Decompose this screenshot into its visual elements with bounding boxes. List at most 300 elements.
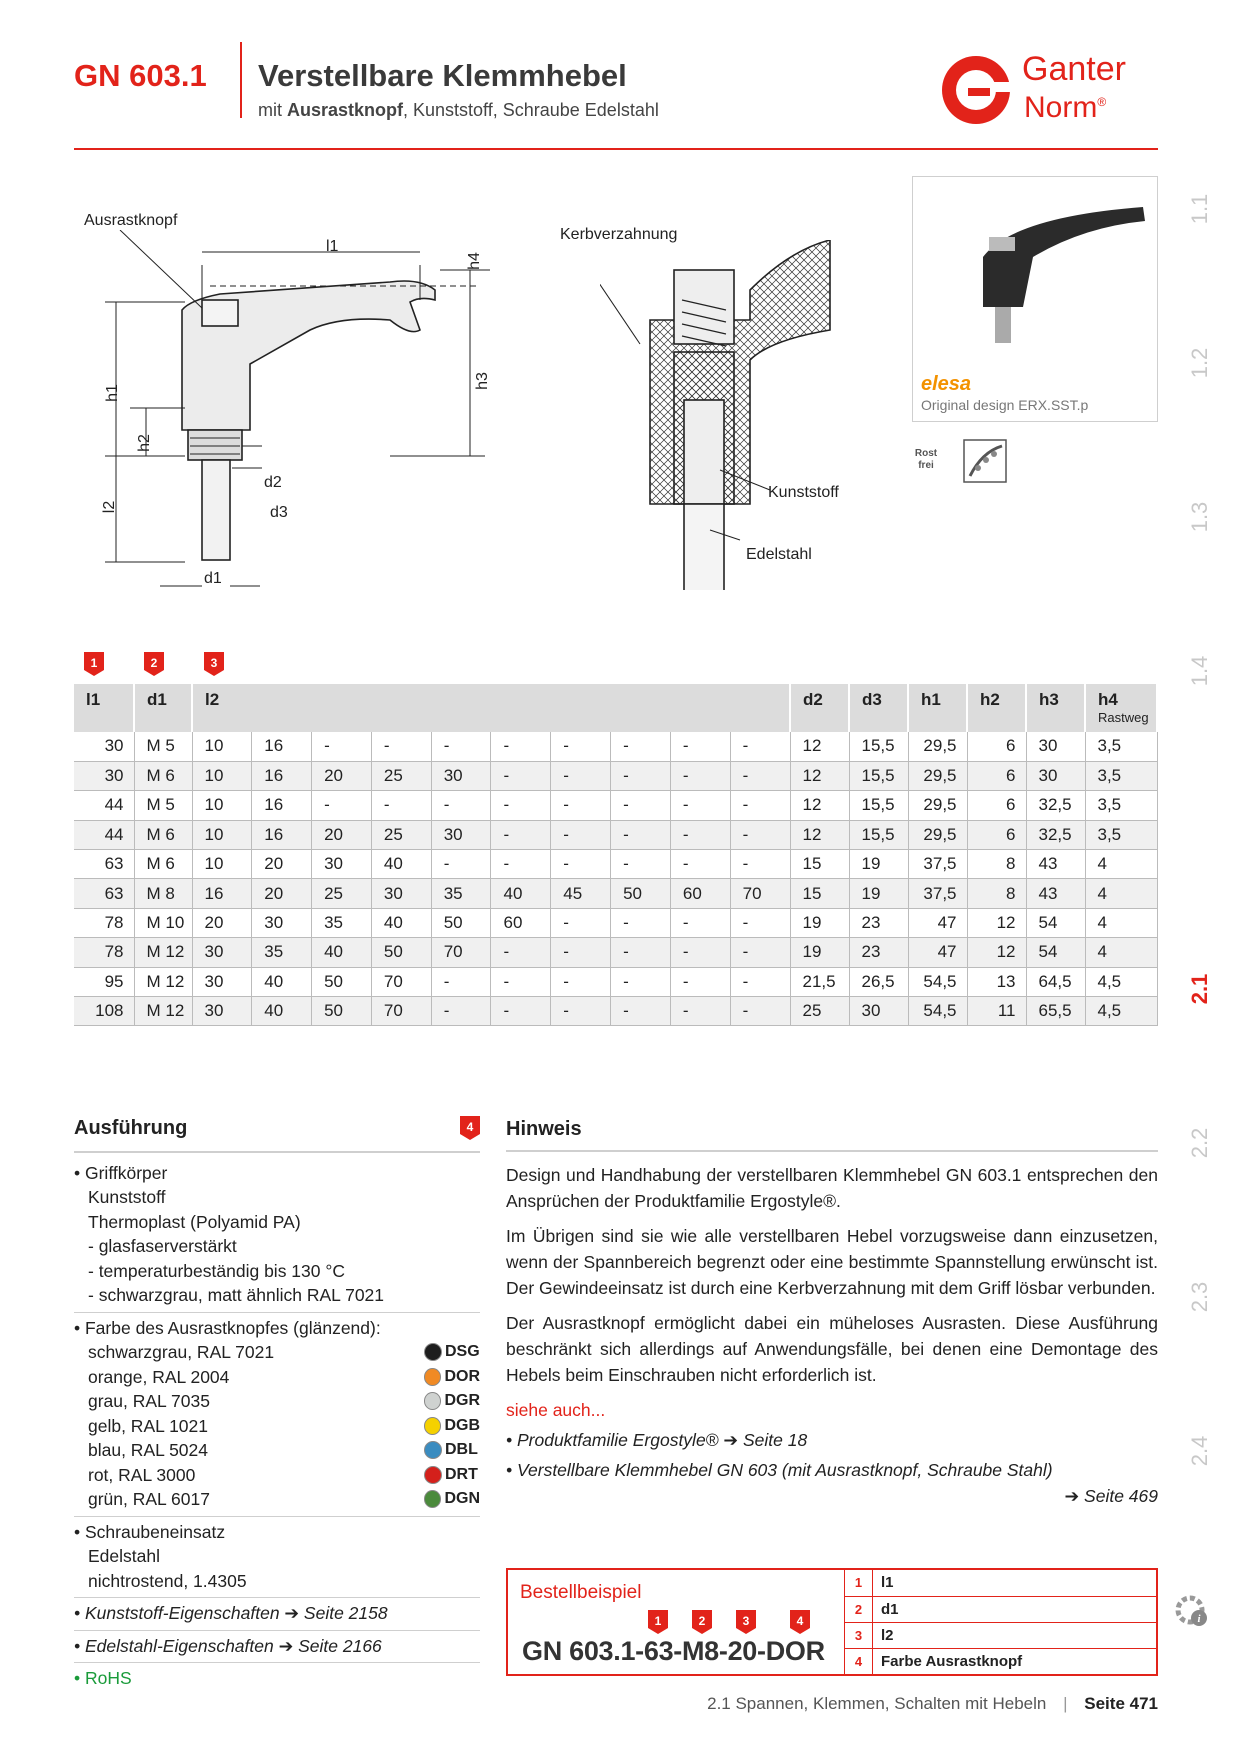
table-cell: 3,5 [1085, 791, 1157, 820]
color-option [74, 1487, 480, 1512]
table-row [74, 850, 1157, 879]
table-cell: - [491, 791, 551, 820]
table-cell: 60 [491, 908, 551, 937]
farbe-block [74, 1313, 480, 1517]
logo-line1: Ganter [1022, 50, 1126, 88]
table-cell: 40 [312, 938, 372, 967]
sidenav-1-3[interactable]: 1.3 [1187, 501, 1212, 533]
page-subtitle: mit Ausrastknopf, Kunststoff, Schraube Edelstahl [258, 100, 659, 120]
label-h3: h3 [473, 372, 491, 390]
sidenav-1-4[interactable]: 1.4 [1187, 655, 1212, 687]
table-cell: 30 [74, 732, 134, 761]
table-cell: 78 [74, 938, 134, 967]
table-cell: - [551, 967, 611, 996]
table-cell: M 12 [134, 967, 192, 996]
color-option [74, 1389, 480, 1414]
product-code: GN 603.1 [74, 58, 207, 93]
svg-text:i: i [1197, 1613, 1201, 1625]
color-swatch-icon [424, 1392, 441, 1410]
order-legend [844, 1570, 1156, 1674]
table-cell: 10 [192, 761, 252, 790]
table-cell: - [670, 967, 730, 996]
lever-side-drawing [90, 230, 510, 610]
table-cell: 19 [790, 908, 849, 937]
table-cell: - [551, 732, 611, 761]
col-h1: h1 [908, 684, 967, 732]
table-cell: 37,5 [908, 850, 967, 879]
table-cell: 45 [551, 879, 611, 908]
table-cell: 70 [431, 938, 491, 967]
table-cell: 4,5 [1085, 997, 1157, 1026]
lever-photo-image [913, 177, 1157, 367]
table-cell: - [611, 908, 671, 937]
color-code: DGB [424, 1414, 480, 1439]
table-cell: - [551, 761, 611, 790]
schraube-title: • Schraubeneinsatz [74, 1521, 226, 1542]
table-cell: - [611, 967, 671, 996]
svg-text:4: 4 [796, 1614, 804, 1628]
table-cell: M 10 [134, 908, 192, 937]
table-cell: 4 [1085, 850, 1157, 879]
table-cell: 30 [74, 761, 134, 790]
table-cell: - [730, 732, 790, 761]
lever-section-drawing [600, 240, 850, 590]
table-cell: 70 [730, 879, 790, 908]
table-cell: 16 [252, 761, 312, 790]
footer-section[interactable]: 2.1 Spannen, Klemmen, Schalten mit Hebeln [707, 1694, 1047, 1713]
gear-info-icon[interactable] [1172, 1590, 1212, 1630]
hinweis-heading: Hinweis [506, 1118, 582, 1140]
table-cell: 12 [790, 791, 849, 820]
table-cell: - [491, 732, 551, 761]
color-swatch-icon [424, 1466, 442, 1484]
table-cell: 29,5 [908, 820, 967, 849]
table-cell: 15,5 [849, 761, 908, 790]
table-header-row [74, 684, 1157, 732]
table-cell: 19 [790, 938, 849, 967]
color-name: orange, RAL 2004 [88, 1366, 230, 1387]
table-cell: 30 [312, 850, 372, 879]
table-cell: - [611, 850, 671, 879]
table-cell: - [730, 967, 790, 996]
table-cell: - [611, 997, 671, 1026]
table-cell: 35 [431, 879, 491, 908]
hinweis-p3: Der Ausrastknopf ermöglicht dabei ein müheloses Ausrasten. Diese Ausführung beschränkt sich allerdings auf Anwendungsfälle, bei denen eine Demontage des Hebels beim Einschrauben nicht erforderlich ist. [506, 1313, 1158, 1385]
farbe-title: • Farbe des Ausrastknopfes (glänzend): [74, 1317, 381, 1338]
table-row [74, 761, 1157, 790]
marker-2 [144, 652, 164, 676]
griffkoerper-block [74, 1153, 480, 1313]
table-row [74, 938, 1157, 967]
table-row [74, 820, 1157, 849]
table-cell: - [551, 908, 611, 937]
table-cell: - [670, 908, 730, 937]
table-cell: - [670, 997, 730, 1026]
table-cell: 20 [252, 879, 312, 908]
table-cell: 54 [1026, 908, 1085, 937]
table-cell: 43 [1026, 850, 1085, 879]
hinweis-p2: Im Übrigen sind sie wie alle verstellbaren Hebel vorzugsweise dann einzusetzen, wenn der Spannbereich begrenzt oder eine bestimmte Spannstellung erwünscht ist. Der Gewindeeinsatz ist durch eine Kerbverzahnung mit dem Griff lösbar verbunden. [506, 1226, 1158, 1298]
label-h2: h2 [135, 434, 153, 452]
table-cell: 29,5 [908, 791, 967, 820]
sidenav-2-2[interactable]: 2.2 [1187, 1127, 1212, 1159]
marker-1 [84, 652, 104, 676]
table-cell: - [431, 967, 491, 996]
table-cell: 15,5 [849, 732, 908, 761]
sidenav-2-4[interactable]: 2.4 [1187, 1435, 1212, 1467]
table-cell: 13 [967, 967, 1026, 996]
order-legend-row: 3 l2 [845, 1622, 1157, 1648]
schraube-spec: nichtrostend, 1.4305 [88, 1570, 247, 1591]
table-cell: M 6 [134, 850, 192, 879]
order-label: Bestellbeispiel [520, 1582, 642, 1603]
order-legend-row: 4 Farbe Ausrastknopf [845, 1648, 1157, 1674]
table-cell: - [611, 732, 671, 761]
table-cell: - [670, 761, 730, 790]
table-cell: - [551, 791, 611, 820]
color-name: grün, RAL 6017 [88, 1489, 210, 1509]
table-row [74, 879, 1157, 908]
table-cell: M 12 [134, 938, 192, 967]
table-cell: 50 [312, 997, 372, 1026]
table-cell: 37,5 [908, 879, 967, 908]
label-l1: l1 [326, 238, 339, 255]
table-cell: - [670, 791, 730, 820]
table-cell: M 5 [134, 732, 192, 761]
table-cell: - [730, 997, 790, 1026]
table-cell: M 12 [134, 997, 192, 1026]
color-name: blau, RAL 5024 [88, 1440, 208, 1460]
svg-text:2: 2 [698, 1614, 706, 1628]
svg-text:1: 1 [654, 1614, 662, 1628]
table-cell: - [431, 850, 491, 879]
page-footer [707, 1694, 1158, 1714]
label-edelstahl: Edelstahl [746, 546, 812, 563]
order-code: GN 603.1-63-M8-20-DOR [522, 1636, 825, 1666]
table-cell: 54,5 [908, 997, 967, 1026]
table-cell: 12 [790, 732, 849, 761]
ganter-norm-logo[interactable] [938, 52, 1158, 128]
color-code: DBL [424, 1438, 480, 1463]
col-h4: h4 Rastweg [1085, 684, 1157, 732]
table-cell: - [670, 732, 730, 761]
table-cell: 12 [790, 761, 849, 790]
table-cell: 6 [967, 761, 1026, 790]
marker-4 [460, 1116, 480, 1140]
col-h3: h3 [1026, 684, 1085, 732]
table-cell: 40 [252, 997, 312, 1026]
table-cell: 64,5 [1026, 967, 1085, 996]
table-cell: 15,5 [849, 820, 908, 849]
table-cell: 40 [491, 879, 551, 908]
svg-text:2: 2 [150, 656, 158, 670]
table-cell: 20 [312, 820, 372, 849]
table-cell: 63 [74, 879, 134, 908]
table-cell: 16 [252, 791, 312, 820]
ausfuehrung-heading: Ausführung [74, 1117, 188, 1139]
hinweis-p1: Design und Handhabung der verstellbaren Klemmhebel GN 603.1 entsprechen den Ansprüchen der Produktfamilie Ergostyle®. [506, 1165, 1158, 1211]
product-photo [912, 176, 1158, 422]
table-cell: 95 [74, 967, 134, 996]
color-swatch-icon [424, 1343, 442, 1361]
table-cell: 12 [967, 908, 1026, 937]
table-cell: 43 [1026, 879, 1085, 908]
color-name: schwarzgrau, RAL 7021 [88, 1342, 275, 1362]
table-cell: 16 [252, 732, 312, 761]
table-cell: M 8 [134, 879, 192, 908]
table-cell: 30 [192, 938, 252, 967]
table-cell: 50 [371, 938, 431, 967]
color-name: gelb, RAL 1021 [88, 1415, 208, 1436]
table-cell: 40 [252, 967, 312, 996]
section-rule [506, 1150, 1158, 1152]
table-cell: 20 [252, 850, 312, 879]
table-cell: 16 [252, 820, 312, 849]
table-cell: M 6 [134, 820, 192, 849]
table-cell: - [611, 820, 671, 849]
table-cell: - [371, 791, 431, 820]
link-ergostyle[interactable]: • Produktfamilie Ergostyle® ➔ Seite 18 [506, 1430, 808, 1450]
footer-page: Seite 471 [1084, 1694, 1158, 1713]
table-cell: - [491, 967, 551, 996]
see-also-label: siehe auch... [506, 1400, 606, 1420]
table-cell: - [491, 820, 551, 849]
table-cell: 6 [967, 820, 1026, 849]
color-option [74, 1463, 480, 1488]
table-cell: - [431, 791, 491, 820]
table-cell: 15 [790, 850, 849, 879]
table-cell: - [730, 850, 790, 879]
table-cell: 6 [967, 791, 1026, 820]
table-cell: 4 [1085, 879, 1157, 908]
order-markers [648, 1610, 828, 1636]
elesa-logo: elesa [921, 373, 972, 395]
table-cell: - [551, 850, 611, 879]
table-cell: - [730, 820, 790, 849]
table-cell: 19 [849, 850, 908, 879]
header-rule [74, 148, 1158, 150]
table-cell: 4 [1085, 938, 1157, 967]
order-legend-row: 2 d1 [845, 1596, 1157, 1622]
table-cell: 25 [371, 820, 431, 849]
table-cell: 40 [371, 908, 431, 937]
table-cell: 65,5 [1026, 997, 1085, 1026]
table-cell: 47 [908, 908, 967, 937]
table-cell: 54 [1026, 938, 1085, 967]
table-cell: 10 [192, 732, 252, 761]
table-cell: 30 [192, 967, 252, 996]
svg-text:1: 1 [90, 656, 98, 670]
table-cell: 21,5 [790, 967, 849, 996]
table-cell: 40 [371, 850, 431, 879]
table-cell: 78 [74, 908, 134, 937]
table-cell: 26,5 [849, 967, 908, 996]
table-cell: - [730, 908, 790, 937]
schraube-material: Edelstahl [88, 1546, 160, 1566]
logo-line2: Norm® [1024, 91, 1107, 124]
color-name: rot, RAL 3000 [88, 1464, 196, 1485]
table-cell: 35 [252, 938, 312, 967]
table-cell: - [670, 850, 730, 879]
link-kunststoff[interactable]: • Kunststoff-Eigenschaften ➔ Seite 2158 [74, 1598, 480, 1631]
table-cell: 29,5 [908, 732, 967, 761]
table-cell: 4 [1085, 908, 1157, 937]
table-cell: - [730, 761, 790, 790]
table-cell: 3,5 [1085, 761, 1157, 790]
table-cell: 50 [611, 879, 671, 908]
griff-material: Kunststoff [88, 1187, 166, 1207]
color-option [74, 1340, 480, 1365]
svg-text:4: 4 [466, 1120, 474, 1135]
color-option [74, 1438, 480, 1463]
order-example [506, 1568, 1158, 1676]
table-cell: - [491, 761, 551, 790]
ergostyle-icon [962, 438, 1008, 484]
color-swatch-icon [424, 1417, 441, 1435]
table-cell: 30 [431, 820, 491, 849]
sidenav-1-2[interactable]: 1.2 [1187, 347, 1212, 379]
link-gn603-page[interactable]: ➔ Seite 469 [1064, 1486, 1158, 1506]
table-cell: 29,5 [908, 761, 967, 790]
table-cell: 3,5 [1085, 732, 1157, 761]
col-h2: h2 [967, 684, 1026, 732]
link-gn603[interactable]: • Verstellbare Klemmhebel GN 603 (mit Ausrastknopf, Schraube Stahl) [506, 1460, 1053, 1480]
table-cell: 70 [371, 997, 431, 1026]
color-code: DGR [424, 1389, 480, 1414]
col-d2: d2 [790, 684, 849, 732]
table-cell: - [371, 732, 431, 761]
table-cell: - [312, 732, 372, 761]
table-cell: - [611, 938, 671, 967]
table-cell: 3,5 [1085, 820, 1157, 849]
table-cell: 10 [192, 791, 252, 820]
table-cell: 8 [967, 879, 1026, 908]
color-swatch-icon [424, 1441, 442, 1459]
color-swatch-icon [424, 1368, 441, 1386]
table-cell: 50 [431, 908, 491, 937]
table-cell: 60 [670, 879, 730, 908]
color-option [74, 1414, 480, 1439]
table-row [74, 908, 1157, 937]
hinweis-section [506, 1116, 1158, 1509]
table-cell: - [611, 791, 671, 820]
table-cell: 23 [849, 908, 908, 937]
table-cell: 30 [849, 997, 908, 1026]
label-l2: l2 [101, 500, 119, 514]
table-cell: 30 [1026, 732, 1085, 761]
table-cell: 25 [790, 997, 849, 1026]
table-cell: 12 [790, 820, 849, 849]
order-legend-row: 1 l1 [845, 1570, 1157, 1596]
table-cell: 20 [192, 908, 252, 937]
photo-caption: Original design ERX.SST.p [921, 397, 1089, 413]
ganter-logo-icon [938, 52, 1018, 128]
table-cell: 44 [74, 820, 134, 849]
marker-3 [204, 652, 224, 676]
table-cell: - [431, 997, 491, 1026]
footer-separator: | [1063, 1694, 1068, 1713]
table-cell: - [491, 938, 551, 967]
label-kunststoff: Kunststoff [768, 484, 839, 501]
color-option [74, 1365, 480, 1390]
table-cell: - [611, 761, 671, 790]
svg-text:3: 3 [742, 1614, 750, 1628]
svg-text:3: 3 [210, 656, 218, 670]
table-cell: 108 [74, 997, 134, 1026]
table-cell: 44 [74, 791, 134, 820]
color-swatch-icon [424, 1490, 441, 1508]
ausfuehrung-section [74, 1116, 480, 1691]
table-cell: 16 [192, 879, 252, 908]
griff-prop-2: - temperaturbeständig bis 130 °C [88, 1260, 345, 1281]
label-d2: d2 [264, 474, 282, 491]
label-d3: d3 [270, 504, 288, 521]
table-cell: 50 [312, 967, 372, 996]
schraube-block [74, 1517, 480, 1599]
label-h4: h4 [465, 252, 483, 270]
table-cell: - [551, 997, 611, 1026]
sidenav-1-1[interactable]: 1.1 [1187, 193, 1212, 225]
table-cell: M 6 [134, 761, 192, 790]
color-code: DSG [424, 1340, 480, 1365]
table-cell: 20 [312, 761, 372, 790]
table-cell: 10 [192, 850, 252, 879]
table-cell: M 5 [134, 791, 192, 820]
sidenav-2-3[interactable]: 2.3 [1187, 1281, 1212, 1313]
table-cell: - [730, 938, 790, 967]
table-cell: - [491, 997, 551, 1026]
col-d3: d3 [849, 684, 908, 732]
table-cell: 63 [74, 850, 134, 879]
table-row [74, 791, 1157, 820]
label-d1: d1 [204, 570, 222, 587]
table-cell: 35 [312, 908, 372, 937]
table-cell: 32,5 [1026, 820, 1085, 849]
table-cell: 32,5 [1026, 791, 1085, 820]
col-l2: l2 [192, 684, 790, 732]
table-row [74, 732, 1157, 761]
table-cell: 30 [431, 761, 491, 790]
table-cell: 54,5 [908, 967, 967, 996]
table-cell: 4,5 [1085, 967, 1157, 996]
col-l1: l1 [74, 684, 134, 732]
table-row [74, 967, 1157, 996]
table-cell: - [491, 850, 551, 879]
table-cell: 25 [312, 879, 372, 908]
table-cell: 30 [252, 908, 312, 937]
table-cell: 8 [967, 850, 1026, 879]
table-cell: 25 [371, 761, 431, 790]
table-cell: - [670, 820, 730, 849]
table-cell: - [670, 938, 730, 967]
table-cell: 19 [849, 879, 908, 908]
label-kerbverzahnung: Kerbverzahnung [560, 226, 678, 243]
link-edelstahl[interactable]: • Edelstahl-Eigenschaften ➔ Seite 2166 [74, 1631, 480, 1664]
table-cell: - [730, 791, 790, 820]
dimensions-table [74, 684, 1158, 1026]
griff-prop-3: - schwarzgrau, matt ähnlich RAL 7021 [88, 1285, 385, 1305]
table-cell: - [551, 938, 611, 967]
sidenav-2-1[interactable]: 2.1 [1187, 973, 1212, 1005]
table-cell: 30 [371, 879, 431, 908]
table-cell: 12 [967, 938, 1026, 967]
color-code: DRT [424, 1463, 480, 1488]
header-divider [240, 42, 242, 118]
color-code: DOR [424, 1365, 480, 1390]
label-ausrastknopf: Ausrastknopf [84, 212, 178, 229]
table-cell: 23 [849, 938, 908, 967]
table-cell: 30 [1026, 761, 1085, 790]
